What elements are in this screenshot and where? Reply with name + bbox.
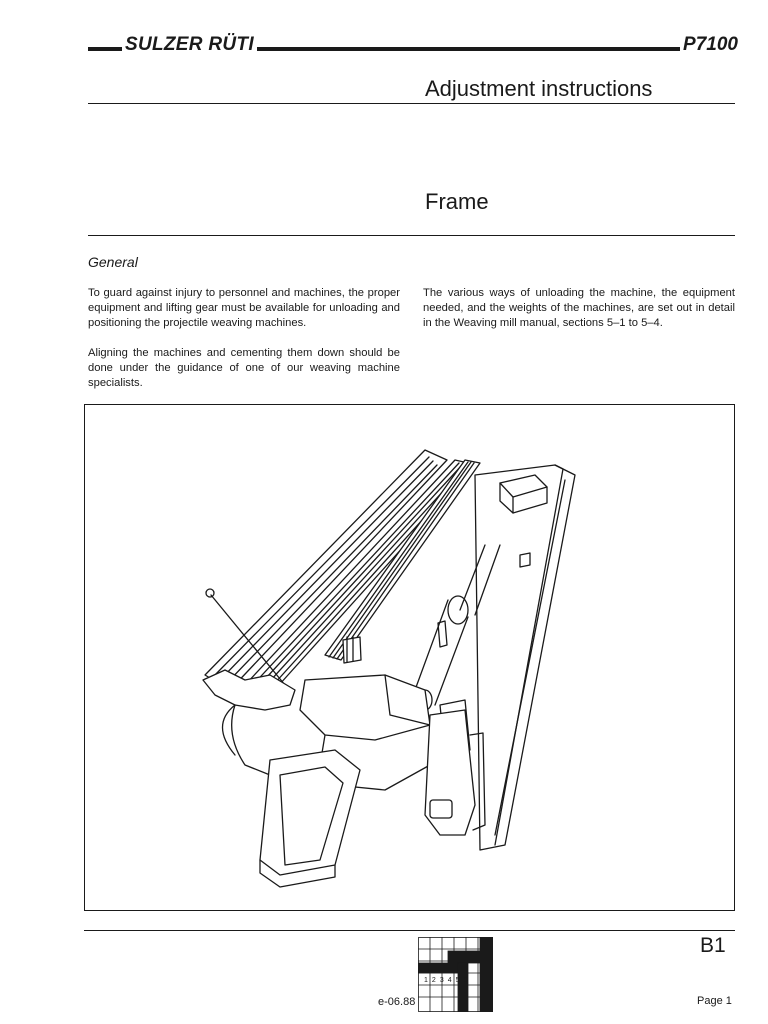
- chapter-title: Frame: [425, 189, 489, 214]
- paragraph-injury: To guard against injury to personnel and machines, the proper equipment and lifting gear must be available for unloading and positioning the projectile weaving machines.: [88, 287, 400, 329]
- index-numbers: [424, 977, 467, 984]
- title-rule: [88, 103, 735, 104]
- index-number: 6: [463, 977, 468, 984]
- index-number: 4: [447, 977, 452, 984]
- index-number: 5: [455, 977, 460, 984]
- doc-code: e-06.88: [378, 996, 416, 1008]
- index-number: 3: [439, 977, 444, 984]
- doc-type-title: Adjustment instructions: [425, 76, 653, 101]
- index-number: 2: [431, 977, 436, 984]
- weaving-machine-frame-icon: [85, 405, 736, 912]
- index-grid: [418, 937, 493, 1012]
- section-title: General: [88, 254, 138, 270]
- footer-rule: [84, 930, 735, 931]
- figure-frame: [84, 404, 735, 911]
- page-code: B1: [700, 934, 726, 957]
- model-name: P7100: [680, 34, 738, 56]
- brand-logo: SULZER RÜTI: [122, 34, 257, 56]
- paragraph-alignment: Aligning the machines and cementing them down should be done under the guidance of one of our weaving machine specialists.: [88, 347, 400, 389]
- index-grid-icon: [418, 937, 493, 1012]
- page-number: Page 1: [697, 995, 732, 1007]
- paragraph-unloading: The various ways of unloading the machine, the equipment needed, and the weights of the machines, are set out in detail in the Weaving mill manual, sections 5–1 to 5–4.: [423, 287, 735, 329]
- index-number: 1: [424, 977, 428, 984]
- chapter-rule: [88, 235, 735, 236]
